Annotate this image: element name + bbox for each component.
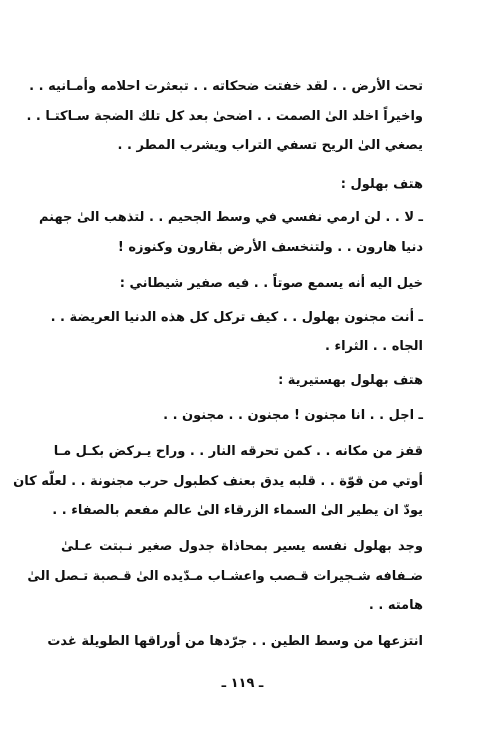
text-line: ـ أنت مجنون بهلول . . كيف تركل كل هذه الدنيا العريضة . . xyxy=(50,310,423,325)
text-line: يصغي الىٰ الريح تسفي التراب ويشرب المطر . . xyxy=(117,138,423,153)
text-line: هتف بهلول : xyxy=(340,177,423,192)
text-line: ضـفافه شـجيرات قـصب واعشـاب مـدّيده الىٰ قـصبة تـصل الىٰ xyxy=(27,569,423,584)
text-line: الجاه . . الثراء . xyxy=(324,339,423,354)
text-line: هامته . . xyxy=(368,598,423,613)
text-line: ـ لا . . لن ارمي نفسي في وسط الجحيم . . لتذهب الىٰ جهنم xyxy=(38,210,423,225)
text-line: يودّ ان يطير الىٰ السماء الزرقاء الىٰ عالم مفعم بالصفاء . . xyxy=(52,503,423,518)
text-line: قفز من مكانه . . كمن تحرقه النار . . وراح يـركض بكـل مـا xyxy=(53,444,423,459)
text-line: أوتي من قوّة . . قلبه يدق بعنف كطبول حرب مجنونة . . لعلّه كان xyxy=(13,474,423,489)
text-line: دنيا هارون . . ولتنخسف الأرض بقارون وكنوزه ! xyxy=(117,240,423,255)
text-line: تحت الأرض . . لقد خفتت ضحكاته . . تبعثرت احلامه وأمـانيه . . xyxy=(29,79,423,94)
text-line: واخيراً اخلد الىٰ الصمت . . اضحىٰ بعد كل تلك الضجة سـاكتـا . . xyxy=(26,109,423,124)
text-line: وجد بهلول نفسه يسير بمحاذاة جدول صغير نـبتت عـلىٰ xyxy=(61,539,423,554)
page-number: ـ ١١٩ ـ xyxy=(221,676,264,691)
text-line: انتزعها من وسط الطين . . جرّدها من أوراقها الطويلة غدت xyxy=(47,634,423,649)
text-line: خيل اليه أنه يسمع صوتاً . . فيه صفير شيطاني : xyxy=(119,276,423,291)
text-line: ـ اجل . . انا مجنون ! مجنون . . مجنون . . xyxy=(163,408,423,423)
text-line: هتف بهلول بهستيرية : xyxy=(278,373,423,388)
